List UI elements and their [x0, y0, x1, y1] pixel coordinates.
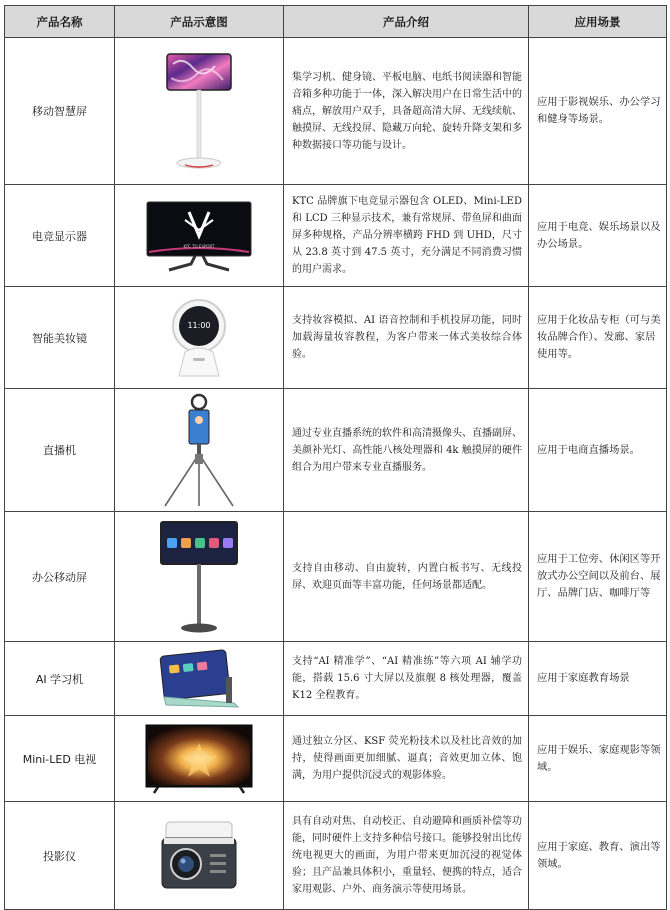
product-intro: 支持妆容模拟、AI 语音控制和手机投屏功能，同时加载海量妆容教程，为客户带来一体式美妆综合体验。: [284, 287, 529, 389]
product-intro: 通过专业直播系统的软件和高清摄像头、直播副屏、美颜补光灯、高性能八核处理器和 4k 触摸屏的硬件组合为用户带来专业直播服务。: [284, 389, 529, 512]
product-name: 电竞显示器: [5, 185, 115, 287]
product-name: 直播机: [5, 389, 115, 512]
office-mobile-screen-icon: [157, 518, 241, 636]
mirror-clock-text: 11:00: [187, 320, 211, 330]
table-row: [5, 287, 667, 389]
application-scene: 应用于电商直播场景。: [529, 389, 667, 512]
table-row: [5, 185, 667, 287]
header-product-image: 产品示意图: [115, 6, 284, 38]
application-scene: 应用于影视娱乐、办公学习和健身等场景。: [529, 38, 667, 185]
header-application-scene: 应用场景: [529, 6, 667, 38]
table-row: [5, 38, 667, 185]
monitor-screen-text: KTC TO ESPORT: [183, 243, 215, 249]
product-intro: KTC 品牌旗下电竞显示器包含 OLED、Mini-LED 和 LCD 三种显示技术，兼有常规屏、带鱼屏和曲面屏多种规格，产品分辨率横跨 FHD 到 UHD，尺寸从 23.8 英寸到 47.5 英寸，充分满足不同消费习惯的用户需求。: [284, 185, 529, 287]
mini-led-tv-icon: [144, 723, 254, 795]
product-image: [115, 38, 284, 185]
product-table: [4, 5, 667, 910]
ai-learning-tablet-icon: [154, 649, 244, 709]
product-image: [115, 287, 284, 389]
application-scene: 应用于化妆品专柜（可与美妆品牌合作）、发廊、家居使用等。: [529, 287, 667, 389]
product-intro: 通过独立分区、KSF 荧光粉技术以及杜比音效的加持，使得画面更加细腻、逼真；音效更加立体、饱满，为用户提供沉浸式的观影体验。: [284, 716, 529, 802]
product-image: [115, 716, 284, 802]
product-image: [115, 642, 284, 716]
product-name: Mini-LED 电视: [5, 716, 115, 802]
projector-icon: [156, 818, 242, 894]
application-scene: 应用于娱乐、家庭观影等领域。: [529, 716, 667, 802]
product-image: [115, 389, 284, 512]
product-intro: 具有自动对焦、自动校正、自动避障和画质补偿等功能，同时硬件上支持多种信号接口。能够投射出比传统电视更大的画面，为用户带来更加沉浸的视觉体验；且产品兼具体积小，重量轻、便携的特点，适合家用观影、户外、商务演示等使用场景。: [284, 802, 529, 910]
application-scene: 应用于家庭、教育、演出等领域。: [529, 802, 667, 910]
table-row: [5, 512, 667, 642]
rotating-smart-screen-icon: [159, 52, 239, 170]
gaming-monitor-icon: [145, 200, 253, 272]
table-header-row: [5, 6, 667, 38]
application-scene: 应用于电竞、娱乐场景以及办公场景。: [529, 185, 667, 287]
product-name: AI 学习机: [5, 642, 115, 716]
product-name: 移动智慧屏: [5, 38, 115, 185]
application-scene: 应用于家庭教育场景: [529, 642, 667, 716]
product-name: 智能美妆镜: [5, 287, 115, 389]
product-image: [115, 512, 284, 642]
product-name: 办公移动屏: [5, 512, 115, 642]
table-row: [5, 642, 667, 716]
table-row: [5, 802, 667, 910]
table-row: [5, 389, 667, 512]
live-streaming-tripod-icon: [159, 392, 239, 508]
header-product-intro: 产品介绍: [284, 6, 529, 38]
product-intro: 支持自由移动、自由旋转，内置白板书写、无线投屏、欢迎页面等丰富功能，任何场景都适配。: [284, 512, 529, 642]
smart-makeup-mirror-icon: [167, 296, 231, 380]
product-name: 投影仪: [5, 802, 115, 910]
header-product-name: 产品名称: [5, 6, 115, 38]
product-intro: 集学习机、健身镜、平板电脑、电纸书阅读器和智能音箱多种功能于一体，深入解决用户在日常生活中的痛点，解放用户双手，具备超高清大屏、无线续航、触摸屏、无线投屏、隐藏万向轮、旋转升降支架和多种数据接口等功能与设计。: [284, 38, 529, 185]
table-row: [5, 716, 667, 802]
product-image: [115, 802, 284, 910]
product-image: [115, 185, 284, 287]
application-scene: 应用于工位旁、休闲区等开放式办公空间以及前台、展厅、品牌门店、咖啡厅等: [529, 512, 667, 642]
product-intro: 支持“AI 精准学”、“AI 精准练”等六项 AI 辅学功能，搭载 15.6 寸大屏以及旗舰 8 核处理器，覆盖 K12 全程教育。: [284, 642, 529, 716]
